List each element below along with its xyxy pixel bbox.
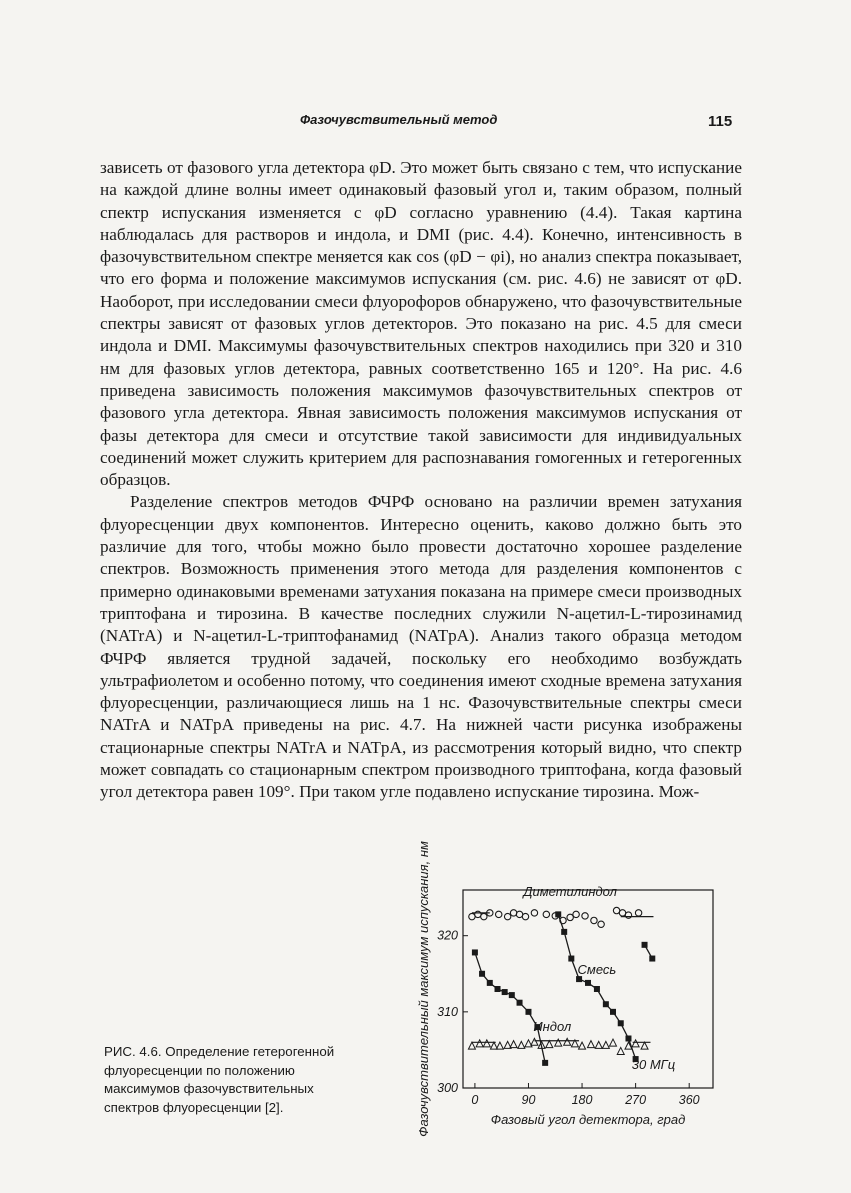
data-point-dmi	[522, 913, 528, 919]
data-point-dmi	[573, 911, 579, 917]
data-point-smes	[625, 1036, 631, 1042]
data-point-indol	[595, 1041, 602, 1048]
data-point-indol	[468, 1042, 475, 1049]
data-point-smes	[576, 976, 582, 982]
y-tick-label: 320	[437, 928, 458, 943]
data-point-dmi	[504, 913, 510, 919]
y-tick-label: 300	[437, 1081, 458, 1095]
data-point-smes	[472, 949, 478, 955]
x-axis-label: Фазовый угол детектора, град	[490, 1112, 686, 1127]
data-point-dmi	[510, 910, 516, 916]
data-point-smes	[603, 1001, 609, 1007]
data-point-smes	[618, 1020, 624, 1026]
y-tick-label: 310	[437, 1004, 458, 1019]
data-point-indol	[641, 1042, 648, 1049]
data-point-dmi	[496, 911, 502, 917]
paragraph: Разделение спектров методов ФЧРФ основано на различии времен затухания флуоресценции двух компонентов. Интересно оценить, каково должно быть это различие для того, чтобы можно было провести достаточно хорошее разделение спектров. Возможность применения этого метода для разделения компонентов с примерно одинаковыми временами затухания показана на примере смеси производных триптофана и тирозина. В качестве последних служили N-ацетил-L-тирозинамид (NATrA) и N-ацетил-L-триптофанамид (NATpA). Анализ такого образца методом ФЧРФ является трудной задачей, поскольку его необходимо возбуждать ультрафиолетом и особенно потому, что соединения имеют сходные времена затухания флуоресценции, различающиеся лишь на 1 нс. Фазочувствительные спектры смеси NATrA и NATpA приведены на рис. 4.7. На нижней части рисунка изображены стационарные спектры NATrA и NATpA, из рассмотрения который видно, что спектр может совпадать со стационарным спектром производного триптофана, когда фазовый угол детектора равен 109°. При таком угле подавлено испускание тирозина. Мож-	[100, 492, 742, 802]
data-point-dmi	[635, 910, 641, 916]
paragraph: зависеть от фазового угла детектора φD. Это может быть связано с тем, что испускание на каждой длине волны имеет одинаковый фазовый угол и, таким образом, полный спектр испускания изменяется с φD согласно уравнению (4.4). Такая картина наблюдалась для растворов и индола, и DMI (рис. 4.4). Конечно, интенсивность в фазочувствительном спектре меняется как cos (φD − φi), но анализ спектра показывает, что его форма и положение максимумов испускания (см. рис. 4.6) не зависят от φD. Наоборот, при исследовании смеси флуорофоров обнаружено, что фазочувствительные спектры зависят от фазовых углов детекторов. Это показано на рис. 4.5 для смеси индола и DMI. Максимумы фазочувствительных спектров находились при 320 и 310 нм для фазовых углов детектора, равных соответственно 165 и 120°. На рис. 4.6 приведена зависимость положения максимумов фазочувствительных спектров от фазового угла детектора. Явная зависимость положения максимумов испускания от фазы детектора для смеси и отсутствие такой зависимости для индивидуальных соединений может служить критерием для распознавания гомогенных и гетерогенных образцов.	[100, 158, 742, 490]
x-tick-label: 360	[678, 1093, 700, 1107]
data-point-smes	[542, 1060, 548, 1066]
data-point-smes	[555, 911, 561, 917]
data-point-indol	[510, 1041, 517, 1048]
data-point-indol	[518, 1041, 525, 1048]
figure-caption: РИС. 4.6. Определение гетерогенной флуоресценции по положению максимумов фазочувствительных спектров флуоресценции [2].	[104, 1044, 335, 1115]
data-point-dmi	[567, 914, 573, 920]
data-point-dmi	[625, 912, 631, 918]
data-point-dmi	[598, 921, 604, 927]
data-point-dmi	[481, 913, 487, 919]
data-point-indol	[546, 1041, 553, 1048]
x-tick-label: 0	[471, 1093, 479, 1107]
data-point-smes	[610, 1009, 616, 1015]
data-point-smes	[642, 942, 648, 948]
y-axis-label: Фазочувствительный максимум испускания, нм	[416, 841, 431, 1137]
data-point-smes	[479, 971, 485, 977]
data-point-dmi	[531, 910, 537, 916]
data-point-smes	[509, 992, 515, 998]
data-point-indol	[555, 1039, 562, 1046]
data-point-smes	[561, 929, 567, 935]
data-point-indol	[496, 1042, 503, 1049]
data-point-indol	[610, 1039, 617, 1046]
data-point-dmi	[543, 911, 549, 917]
data-point-indol	[602, 1041, 609, 1048]
data-point-smes	[585, 980, 591, 986]
series-label: Смесь	[577, 961, 617, 977]
data-point-indol	[617, 1047, 624, 1054]
data-point-indol	[587, 1041, 594, 1048]
body-text	[100, 157, 742, 804]
data-point-smes	[594, 986, 600, 992]
data-point-indol	[476, 1040, 483, 1047]
running-head: Фазочувствительный метод	[300, 112, 498, 127]
data-point-smes	[495, 986, 501, 992]
x-tick-label: 270	[625, 1093, 647, 1107]
x-tick-label: 180	[571, 1093, 593, 1107]
figure-4-6	[388, 841, 718, 1137]
frequency-label: 30 МГц	[631, 1056, 676, 1072]
data-point-smes	[517, 1000, 523, 1006]
data-point-smes	[525, 1009, 531, 1015]
page-number: 115	[708, 113, 733, 130]
data-point-dmi	[591, 917, 597, 923]
data-point-indol	[579, 1042, 586, 1049]
data-point-indol	[531, 1038, 538, 1045]
series-label: Диметилиндол	[523, 884, 617, 900]
data-point-smes	[502, 989, 508, 995]
data-point-indol	[632, 1040, 639, 1047]
data-point-indol	[564, 1038, 571, 1045]
data-point-smes	[487, 980, 493, 986]
x-tick-label: 90	[521, 1093, 536, 1107]
data-point-dmi	[582, 913, 588, 919]
series-label: Индол	[533, 1018, 572, 1034]
data-point-smes	[568, 956, 574, 962]
data-point-indol	[483, 1040, 490, 1047]
phase-max-chart	[388, 841, 718, 1137]
data-point-smes	[649, 956, 655, 962]
